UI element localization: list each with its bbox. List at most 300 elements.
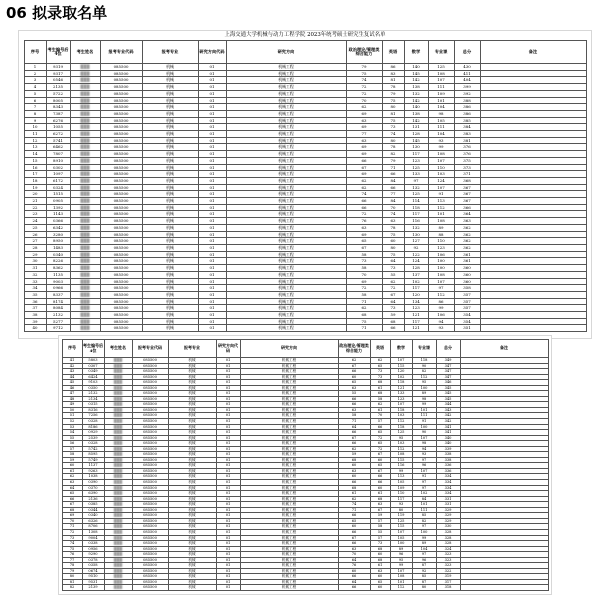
redacted-name-cell: ███: [70, 90, 100, 97]
redacted-name-cell: ███: [104, 474, 132, 480]
redacted-name-cell: ███: [70, 198, 100, 205]
table-cell: 085500: [100, 124, 142, 131]
table-cell: 77: [62, 557, 82, 563]
table-cell: 0315: [82, 402, 104, 408]
table-cell: 65: [338, 518, 370, 524]
redacted-name-cell: ███: [70, 325, 100, 332]
table-cell: 74: [382, 211, 404, 218]
table-cell: 机械工程: [240, 579, 338, 585]
table-cell: 145: [404, 137, 428, 144]
table-cell: 085500: [100, 110, 142, 117]
redacted-name-cell: ███: [104, 485, 132, 491]
table-cell: 357: [454, 291, 480, 298]
table-cell: 361: [454, 258, 480, 265]
table-cell: 82: [412, 518, 436, 524]
table-cell: 机械: [168, 441, 216, 447]
table-row: [24, 278, 586, 285]
table-cell: 8316: [82, 407, 104, 413]
table-cell: 01: [198, 265, 226, 272]
table-cell: 9712: [46, 325, 70, 332]
redacted-name-cell: ███: [104, 579, 132, 585]
redacted-name-cell: ███: [70, 312, 100, 319]
table-row: [24, 231, 586, 238]
table-cell: 085500: [132, 502, 168, 508]
table-cell: 9004: [82, 535, 104, 541]
table-cell: 66: [370, 474, 390, 480]
table-row: [24, 251, 586, 258]
table-cell: 124: [404, 258, 428, 265]
table-cell: 085500: [132, 579, 168, 585]
table-cell: 机械工程: [226, 258, 346, 265]
table-cell: 机械: [168, 529, 216, 535]
remarks-cell: [480, 312, 586, 319]
table-cell: 01: [198, 312, 226, 319]
table-cell: 机械工程: [240, 391, 338, 397]
table-cell: 6462: [46, 144, 70, 151]
table-cell: 112: [412, 374, 436, 380]
table-cell: 01: [198, 77, 226, 84]
table-cell: 01: [198, 325, 226, 332]
table-cell: 085500: [132, 480, 168, 486]
remarks-cell: [480, 177, 586, 184]
table-cell: 328: [436, 529, 460, 535]
table-cell: 33: [24, 278, 46, 285]
table-cell: 323: [436, 563, 460, 569]
table-cell: 103: [390, 441, 412, 447]
redacted-name-cell: ███: [104, 402, 132, 408]
table-cell: 73: [382, 305, 404, 312]
redacted-name-cell: ███: [70, 124, 100, 131]
table-cell: 360: [454, 265, 480, 272]
column-header: 数学: [390, 340, 412, 358]
table-cell: 99: [412, 535, 436, 541]
remarks-cell: [480, 131, 586, 138]
table-cell: 机械: [168, 374, 216, 380]
table-cell: 机械: [168, 474, 216, 480]
table-cell: 01: [216, 535, 240, 541]
table-cell: 1308: [82, 529, 104, 535]
table-cell: 79: [346, 64, 382, 71]
table-cell: 1143: [46, 211, 70, 218]
table-cell: 085500: [100, 265, 142, 272]
table-cell: 7807: [46, 151, 70, 158]
table-cell: 345: [436, 396, 460, 402]
table-cell: 73: [370, 369, 390, 375]
table-cell: 107: [390, 568, 412, 574]
table-cell: 085500: [132, 463, 168, 469]
table-cell: 123: [428, 244, 454, 251]
table-cell: 27: [24, 238, 46, 245]
table-cell: 机械: [168, 557, 216, 563]
table-cell: 123: [390, 396, 412, 402]
table-cell: 8362: [46, 265, 70, 272]
table-cell: 58: [62, 452, 82, 458]
table-cell: 66: [346, 157, 382, 164]
table-cell: 132: [404, 224, 428, 231]
table-cell: 机械工程: [226, 218, 346, 225]
redacted-name-cell: ███: [70, 97, 100, 104]
redacted-name-cell: ███: [70, 218, 100, 225]
table-cell: 机械: [142, 258, 198, 265]
table-cell: 机械工程: [240, 568, 338, 574]
table-cell: 63: [346, 117, 382, 124]
table-cell: 98: [428, 110, 454, 117]
table-cell: 342: [436, 419, 460, 425]
table-cell: 机械工程: [226, 184, 346, 191]
table-cell: 8337: [46, 291, 70, 298]
table-cell: 66: [382, 171, 404, 178]
table-cell: 0905: [46, 198, 70, 205]
table-cell: 机械工程: [226, 151, 346, 158]
table-cell: 机械工程: [240, 552, 338, 558]
table-cell: 388: [454, 97, 480, 104]
table-cell: 73: [370, 541, 390, 547]
redacted-name-cell: ███: [104, 468, 132, 474]
column-header: 数学: [404, 41, 428, 64]
redacted-name-cell: ███: [104, 430, 132, 436]
table-cell: 5742: [82, 446, 104, 452]
table-cell: 108: [428, 218, 454, 225]
column-header: 考生姓名: [70, 41, 100, 64]
redacted-name-cell: ███: [104, 463, 132, 469]
table-cell: 349: [436, 358, 460, 364]
redacted-name-cell: ███: [104, 518, 132, 524]
table-cell: 01: [216, 407, 240, 413]
table-cell: 机械: [168, 546, 216, 552]
table-cell: 01: [198, 204, 226, 211]
table-cell: 89: [412, 541, 436, 547]
table-cell: 34: [24, 285, 46, 292]
table-cell: 324: [436, 546, 460, 552]
table-cell: 99: [428, 144, 454, 151]
table-row: [24, 110, 586, 117]
table-cell: 机械工程: [226, 70, 346, 77]
table-cell: 392: [454, 90, 480, 97]
table-cell: 91: [428, 191, 454, 198]
table-cell: 72: [62, 529, 82, 535]
table-row: [24, 325, 586, 332]
table-cell: 128: [404, 265, 428, 272]
remarks-cell: [480, 151, 586, 158]
table-cell: 机械: [168, 385, 216, 391]
table-cell: 24: [24, 218, 46, 225]
table-cell: 01: [216, 419, 240, 425]
table-cell: 机械: [142, 77, 198, 84]
redacted-name-cell: ███: [104, 363, 132, 369]
table-cell: 机械: [142, 137, 198, 144]
table-cell: 334: [436, 491, 460, 497]
table-cell: 机械工程: [226, 271, 346, 278]
redacted-name-cell: ███: [70, 177, 100, 184]
table-cell: 7256: [82, 413, 104, 419]
table-cell: 93: [412, 452, 436, 458]
table-cell: 12: [24, 137, 46, 144]
redacted-name-cell: ███: [104, 513, 132, 519]
redacted-name-cell: ███: [70, 184, 100, 191]
table-cell: 25: [24, 224, 46, 231]
table-cell: 103: [390, 413, 412, 419]
table-cell: 6424: [82, 374, 104, 380]
table-cell: 383: [454, 131, 480, 138]
remarks-cell: [480, 204, 586, 211]
table-cell: 0307: [82, 363, 104, 369]
table-cell: 76: [346, 218, 382, 225]
table-cell: 机械工程: [240, 574, 338, 580]
remarks-cell: [480, 157, 586, 164]
table-cell: 55: [338, 391, 370, 397]
remarks-cell: [480, 70, 586, 77]
table-cell: 01: [198, 110, 226, 117]
table-cell: 01: [198, 117, 226, 124]
table-cell: 085500: [132, 557, 168, 563]
table-cell: 8706: [82, 524, 104, 530]
redacted-name-cell: ███: [104, 496, 132, 502]
table-cell: 机械工程: [226, 157, 346, 164]
table-cell: 机械工程: [240, 496, 338, 502]
table-cell: 81: [382, 77, 404, 84]
table-cell: 机械工程: [240, 585, 338, 591]
redacted-name-cell: ███: [104, 424, 132, 430]
remarks-cell: [480, 258, 586, 265]
table-cell: 101: [412, 502, 436, 508]
table-cell: 01: [198, 305, 226, 312]
table-row: [24, 131, 586, 138]
table-cell: 机械: [142, 271, 198, 278]
table-cell: 72: [346, 285, 382, 292]
table-cell: 108: [390, 574, 412, 580]
table-cell: 72: [346, 90, 382, 97]
table-cell: 54: [62, 430, 82, 436]
table-cell: 55: [382, 271, 404, 278]
table-cell: 74: [382, 131, 404, 138]
table-cell: 1097: [46, 171, 70, 178]
table-cell: 085500: [100, 198, 142, 205]
table-cell: 109: [428, 90, 454, 97]
table-cell: 085500: [132, 430, 168, 436]
table-cell: 机械: [168, 424, 216, 430]
table-cell: 97: [412, 524, 436, 530]
table-cell: 77: [346, 131, 382, 138]
table-cell: 01: [216, 502, 240, 508]
table-cell: 机械工程: [240, 513, 338, 519]
table-cell: 92: [412, 568, 436, 574]
table-cell: 79: [382, 157, 404, 164]
table-cell: 8084: [46, 305, 70, 312]
table-cell: 01: [198, 70, 226, 77]
table-cell: 101: [428, 97, 454, 104]
table-cell: 9103: [82, 380, 104, 386]
column-header: 考生编号后4位: [46, 41, 70, 64]
table-cell: 29: [24, 251, 46, 258]
table-cell: 66: [338, 396, 370, 402]
table-cell: 机械: [168, 402, 216, 408]
table-cell: 9: [24, 117, 46, 124]
table-cell: 机械: [168, 396, 216, 402]
table-cell: 358: [454, 285, 480, 292]
table-cell: 2135: [46, 84, 70, 91]
table-cell: 362: [454, 231, 480, 238]
table-cell: 331: [436, 496, 460, 502]
table-cell: 8910: [46, 157, 70, 164]
table-cell: 57: [370, 419, 390, 425]
redacted-name-cell: ███: [70, 204, 100, 211]
table-cell: 101: [390, 579, 412, 585]
table-cell: 2134: [82, 396, 104, 402]
table-cell: 341: [436, 424, 460, 430]
table-cell: 机械: [142, 144, 198, 151]
table-cell: 386: [454, 110, 480, 117]
table-cell: 133: [404, 171, 428, 178]
table-cell: 66: [338, 541, 370, 547]
table-cell: 97: [412, 485, 436, 491]
table-cell: 328: [436, 541, 460, 547]
table-cell: 122: [404, 251, 428, 258]
table-cell: 73: [370, 374, 390, 380]
table-cell: 机械: [168, 579, 216, 585]
remarks-cell: [460, 585, 548, 591]
table-cell: 085500: [132, 535, 168, 541]
column-header: 报考专业代码: [132, 340, 168, 358]
table-cell: 102: [412, 491, 436, 497]
redacted-name-cell: ███: [70, 70, 100, 77]
table-cell: 机械工程: [240, 358, 338, 364]
table-cell: 76: [62, 552, 82, 558]
table-cell: 机械工程: [240, 385, 338, 391]
table-cell: 01: [216, 385, 240, 391]
table-cell: 67: [338, 535, 370, 541]
remarks-cell: [480, 137, 586, 144]
table-cell: 01: [216, 557, 240, 563]
table-cell: 30: [24, 258, 46, 265]
table-cell: 085500: [132, 568, 168, 574]
redacted-name-cell: ███: [70, 144, 100, 151]
table-cell: 085500: [132, 563, 168, 569]
table-row: [24, 117, 586, 124]
table-cell: 机械工程: [226, 124, 346, 131]
table-cell: 86: [428, 298, 454, 305]
table-cell: 085500: [100, 305, 142, 312]
table-cell: 363: [454, 218, 480, 225]
table-cell: 机械: [168, 480, 216, 486]
table-cell: 121: [404, 312, 428, 319]
table-cell: 107: [390, 402, 412, 408]
table-cell: 机械工程: [226, 117, 346, 124]
table-cell: 65: [346, 238, 382, 245]
table-cell: 机械: [142, 131, 198, 138]
table-cell: 2132: [46, 312, 70, 319]
table-cell: 01: [198, 104, 226, 111]
table-cell: 65: [62, 491, 82, 497]
table-cell: 01: [216, 380, 240, 386]
table-cell: 120: [390, 369, 412, 375]
table-cell: 70: [346, 271, 382, 278]
table-cell: 8950: [46, 238, 70, 245]
redacted-name-cell: ███: [70, 305, 100, 312]
redacted-name-cell: ███: [104, 396, 132, 402]
table-cell: 78: [62, 563, 82, 569]
table-cell: 机械工程: [240, 491, 338, 497]
redacted-name-cell: ███: [104, 407, 132, 413]
table-cell: 8174: [46, 298, 70, 305]
table-cell: 机械工程: [240, 463, 338, 469]
table-cell: 8005: [46, 97, 70, 104]
table-cell: 96: [412, 463, 436, 469]
table-cell: 01: [198, 291, 226, 298]
table-cell: 01: [216, 529, 240, 535]
table-cell: 9510: [82, 574, 104, 580]
table-cell: 63: [346, 224, 382, 231]
table-cell: 63: [62, 480, 82, 486]
table-cell: 344: [436, 402, 460, 408]
table-cell: 0929: [82, 430, 104, 436]
table-cell: 61: [370, 385, 390, 391]
table-cell: 66: [338, 585, 370, 591]
table-cell: 01: [198, 177, 226, 184]
table-cell: 108: [428, 70, 454, 77]
redacted-name-cell: ███: [104, 574, 132, 580]
table-cell: 117: [404, 318, 428, 325]
table-cell: 机械: [142, 117, 198, 124]
table-cell: 机械: [142, 124, 198, 131]
redacted-name-cell: ███: [70, 131, 100, 138]
table-cell: 6326: [82, 518, 104, 524]
table-cell: 105: [428, 117, 454, 124]
table-cell: 机械工程: [240, 396, 338, 402]
table-cell: 6342: [46, 224, 70, 231]
table-cell: 74: [346, 77, 382, 84]
redacted-name-cell: ███: [104, 446, 132, 452]
table-cell: 5277: [46, 318, 70, 325]
table-cell: 123: [404, 305, 428, 312]
table-cell: 085500: [100, 64, 142, 71]
table-cell: 61: [370, 491, 390, 497]
table-cell: 机械工程: [240, 380, 338, 386]
table-cell: 01: [198, 231, 226, 238]
table-cell: 63: [370, 568, 390, 574]
table-row: [24, 84, 586, 91]
table-cell: 61: [370, 407, 390, 413]
table-cell: 83: [382, 70, 404, 77]
table-cell: 107: [412, 435, 436, 441]
table-cell: 机械: [168, 585, 216, 591]
table-cell: 66: [370, 480, 390, 486]
remarks-cell: [480, 265, 586, 272]
table-cell: 机械: [142, 278, 198, 285]
table-row: [24, 104, 586, 111]
table-cell: 99: [390, 563, 412, 569]
table-cell: 01: [216, 374, 240, 380]
table-cell: 机械: [142, 90, 198, 97]
table-cell: 131: [404, 124, 428, 131]
table-cell: 49: [62, 402, 82, 408]
table-cell: 9003: [46, 278, 70, 285]
table-cell: 75: [346, 70, 382, 77]
table-cell: 01: [198, 198, 226, 205]
table-cell: 01: [216, 369, 240, 375]
table-cell: 机械: [168, 563, 216, 569]
table-cell: 100: [428, 258, 454, 265]
table-row: [24, 144, 586, 151]
table-cell: 399: [454, 84, 480, 91]
table-cell: 机械工程: [240, 557, 338, 563]
remarks-cell: [480, 84, 586, 91]
table-row: [62, 585, 548, 591]
table-cell: 0340: [46, 251, 70, 258]
table-cell: 0390: [82, 480, 104, 486]
table-cell: 66: [338, 441, 370, 447]
table-cell: 55: [370, 529, 390, 535]
table-cell: 085500: [132, 541, 168, 547]
